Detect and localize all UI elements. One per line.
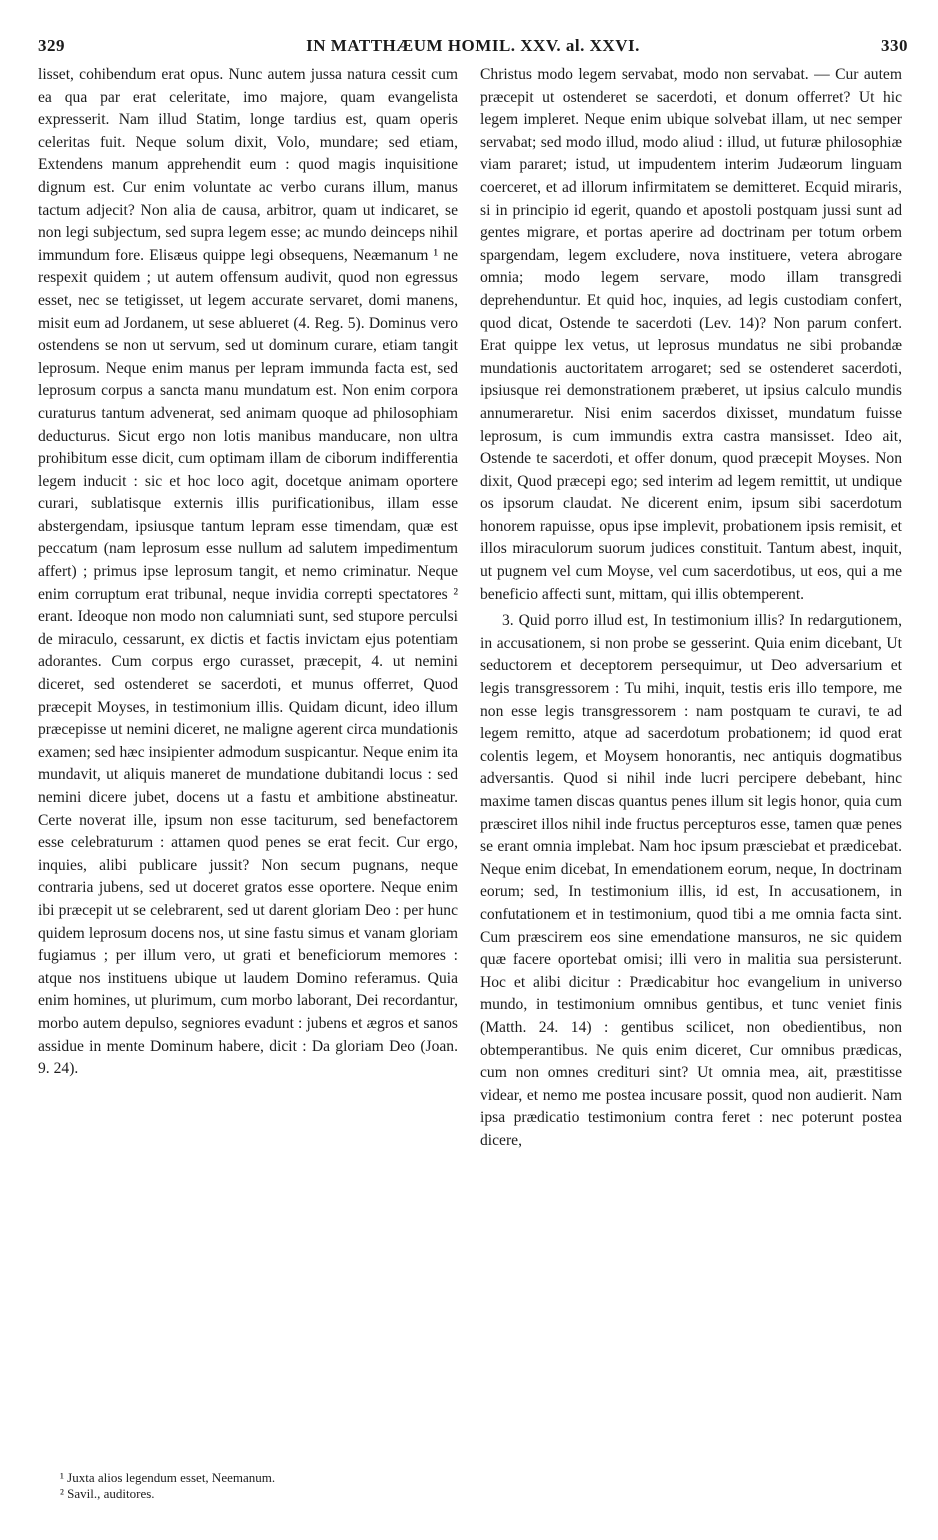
footnotes: [60, 1470, 460, 1502]
left-paragraph-1: lisset, cohibendum erat opus. Nunc autem jussa natura cessit cum ea qua par erat celeritate, imo majore, quam evangelista expresserit. Nam illud Statim, longe tardius est, quam operis celeritas fuit. Neque solum dixit, Volo, mundare; sed etiam, Extendens manum apprehendit eum : quod magis inquisitione dignum est. Cur enim voluntate ac verbo curans illum, manus tactum adjecit? Non alia de causa, arbitror, quam ut indicaret, se non legi subjectum, sed supra legem esse; ac mundo deinceps nihil immundum fore. Elisæus quippe legi obsequens, Neæmanum ¹ ne respexit quidem ; ut autem offensum audivit, quod non egressus esset, nec se tetigisset, ut legem accurate servaret, domi manens, misit eum ad Jordanem, ut sese ablueret (4. Reg. 5). Dominus vero ostendens se non ut servum, sed ut dominum curare, etiam tangit leprosum. Neque enim manus per lepram immunda facta est, sed leprosum corpus a sancta manu mundatum est. Non enim corpora curaturus tantum advenerat, sed animam quoque ad philosophiam deducturus. Sicut ergo non lotis manibus manducare, non ultra prohibitum esse dicit, cum optimam illam de ciborum indifferentia legem inducit : sic et hoc loco agit, docetque animam oportere curari, sublatisque externis illis purificationibus, illam esse abstergendam, ipsiusque tantum lepram esse timendam, quæ est peccatum (nam leprosum esse nullum ad salutem impedimentum affert) ; primus ipse leprosum tangit, et nemo criminatur. Neque enim corruptum erat tribunal, neque invidia correpti spectatores ² erant. Ideoque non modo non calumniati sunt, sed stupore perculsi de miraculo, cessarunt, ex dictis et factis invictam ejus potentiam adorantes. Cum corpus ergo curasset, præcepit, 4. ut nemini diceret, sed ostenderet se sacerdoti, et munus offerret, Quod præcepit Moyses, in testimonium illis. Quidam dicunt, ideo illum præcepisse ut nemini diceret, ne maligne agerent circa mundationis examen; sed hæc insipienter admodum suspicantur. Neque enim ita mundavit, ut aliquis maneret de mundatione dubitandi locus : sed nemini dicere jubet, docens ut a fastu et ambitione abstineatur. Certe noverat ille, ipsum non esse taciturum, sed benefactorem esse celebraturum : attamen quod penes se erat fecit. Cur ergo, inquies, alibi publicare jussit? Non secum pugnans, neque contraria jubens, sed ut doceret gratos esse oportere. Neque enim ibi præcepit ut se celebrarent, sed ut darent gloriam Deo : per hunc quidem leprosum docens nos, ut sine fastu simus et vanam gloriam fugiamus ; per illum vero, ut grati et beneficiorum memores : atque nos instituens ubique ut laudem Domino referamus. Quia enim homines, ut plurimum, cum morbo laborant, Dei recordantur, morbo autem depulso, segniores evadunt : jubens et ægros et sanos assidue in mente Dominum habere, dicit : Da gloriam Deo (Joan. 9. 24).: [38, 66, 458, 1078]
right-paragraph-2: 3. Quid porro illud est, In testimonium illis? In redargutionem, in accusationem, si non probe se gesserint. Quia enim dicebant, Ut seductorem et deceptorem persequimur, ut Deo adversarium et legis transgressorem : Tu mihi, inquit, testis eris illo tempore, me non esse legis transgressorem : nam postquam te curavi, te ad legem remitto, atque ad sacerdotum probationem; id quod erat colentis legem, et Moysem honorantis, nec antiquis dogmatibus adversantis. Quod si nihil inde lucri percipere debebant, hinc maxime tamen discas quantus penes illum sit legis honor, quia cum præsciret illos nihil inde fructus percepturos esse, tamen quæ penes se erant omnia implebat. Nam hoc ipsum præsciebat et prædicebat. Neque enim dicebat, In emendationem eorum, neque, In doctrinam eorum; sed, In testimonium illis, id est, In accusationem, in confutationem et in testimonium, quod tibi a me omnia facta sint. Cum præscirem eos sine emendatione mansuros, ne sic quidem quæ facere oportebat omisi; illi vero in malitia sua persisterunt. Hoc et alibi dicitur : Prædicabitur hoc evangelium in universo mundo, in testimonium omnibus gentibus, et tunc veniet finis (Matth. 24. 14) : gentibus scilicet, non obedientibus, non obtemperantibus. Ne quis enim diceret, Cur omnibus prædicas, cum non omnes credituri sint? Ut omnia mea, ait, præstitisse videar, et nemo me postea incusare possit, quod non audierit. Nam ipsa prædicatio testimonium contra feret : nec poterunt postea dicere,: [480, 612, 902, 1149]
page-number-right: 330: [881, 36, 908, 55]
running-header: [38, 36, 908, 60]
page-number-left: 329: [38, 36, 65, 55]
running-title: IN MATTHÆUM HOMIL. XXV. al. XXVI.: [306, 36, 640, 55]
left-column: [38, 64, 458, 1081]
right-paragraph-1: Christus modo legem servabat, modo non servabat. — Cur autem præcepit ut ostenderet se sacerdoti, et donum offerret? Ut hic legem impleret. Neque enim ubique solvebat illam, ut nec semper servabat; sed modo illud, modo aliud : illud, ut futuræ philosophiæ viam pararet; istud, ut impudentem interim Judæorum linguam coerceret, et ad illorum infirmitatem se demitteret. Ecquid miraris, si in principio id egerit, quando et apostoli postquam jussi sunt ad gentes migrare, et portas aperire ad doctrinam per totum orbem spargendam, legem excludere, nova instituere, vetera abrogare omnia; modo legem servare, modo illam transgredi deprehenduntur. Et quid hoc, inquies, ad legis custodiam confert, quod dicat, Ostende te sacerdoti (Lev. 14)? Non parum confert. Erat quippe lex vetus, ut leprosus mundatus ne sibi probandæ mundationis auctoritatem arrogaret; sed se ostenderet sacerdoti, ipsiusque rei demonstrationem præberet, ut ipsius calculo mundis annumeraretur. Nisi enim sacerdos dixisset, mundatum fuisse leprosum, is cum immundis extra castra mansisset. Ideo ait, Ostende te sacerdoti, et offer donum, quod præcepit Moyses. Non dixit, Quod præcepi ego; sed interim ad legem remittit, ut undique os ipsorum claudat. Ne dicerent enim, ipsum sibi sacerdotum honorem rapuisse, opus ipse implevit, probationem ipsis remisit, et illos miraculorum suorum judices constituit. Tantum abest, inquit, ut pugnem vel cum Moyse, vel cum sacerdotibus, ut eos, qui a me beneficio affecti sunt, mittam, qui illis obtemperent.: [480, 66, 902, 603]
right-column: [480, 64, 902, 1153]
footnote-1: ¹ Juxta alios legendum esset, Neemanum.: [60, 1470, 276, 1485]
footnote-2: ² Savil., auditores.: [60, 1486, 155, 1501]
